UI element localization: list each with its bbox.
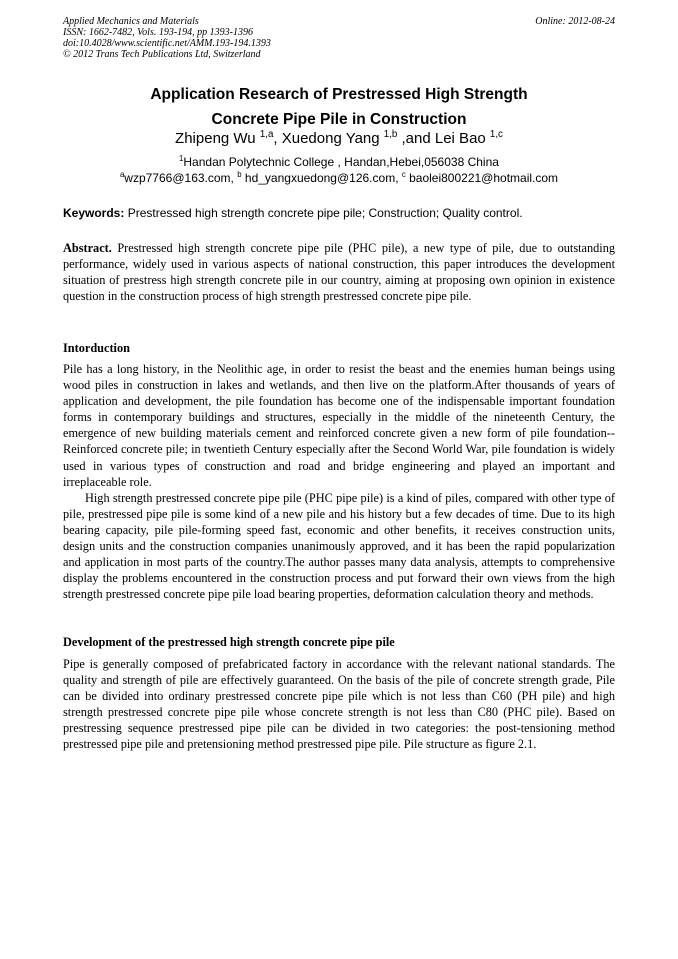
author-name: Zhipeng Wu (175, 130, 256, 147)
author-name: Lei Bao (434, 130, 486, 147)
body-paragraph: High strength prestressed concrete pipe pile (PHC pipe pile) is a kind of piles, compared with other type of pile, prestressed pipe pile is some kind of a new pile and his history but a few decades of time. Due to its high bearing capacity, pile pile-forming speed fast, economic and other benefits, it receives construction units, design units and the construction companies unanimously approved, and it has been the rapid popularization and application in most parts of the country.The author passes many data analysis, attempts to comprehensive display the problems encountered in the construction process and put forward their own views from the high strength prestressed concrete pipe pile load bearing properties, deformation calculation theory and methods. (63, 490, 615, 602)
body-paragraph: Pile has a long history, in the Neolithic age, in order to resist the beast and the enemies human beings using wood piles in construction in lakes and wetlands, and then live on the platform.After thousands of years of application and development, the pile foundation has become one of the indispensable important foundation forms in contemporary buildings and structures, especially in the middle of the nineteenth Century, the emergence of new building materials cement and reinforced concrete given a new form of pile foundation-- Reinforced concrete pile; in twentieth Century especially after the Second World War, pile foundation is widely used in various types of construction and road and bridge engineering and played an important and irreplaceable role. (63, 362, 615, 489)
title-line-2: Concrete Pipe Pile in Construction (211, 111, 467, 128)
author-affiliation-mark: 1,b (383, 129, 398, 140)
email-line (63, 170, 615, 186)
email-mark: b (237, 170, 242, 179)
keywords-line (63, 206, 615, 221)
journal-name: Applied Mechanics and Materials (63, 16, 199, 27)
abstract-text: Prestressed high strength concrete pipe pile (PHC pile), a new type of pile, due to outstanding performance, widely used in various aspects of national construction, this paper introduces the development situation of prestress high strength concrete pile in our country, aiming at proposing own opinion in existence question in the construction process of high strength prestressed concrete pipe pile. (63, 241, 615, 304)
copyright-line: © 2012 Trans Tech Publications Ltd, Switzerland (63, 49, 261, 60)
development-body (63, 656, 615, 753)
doi-line: doi:10.4028/www.scientific.net/AMM.193-194.1393 (63, 38, 271, 49)
author-separator: , (273, 130, 282, 147)
running-header (63, 16, 615, 60)
keywords-text: Prestressed high strength concrete pipe pile; Construction; Quality control. (124, 206, 523, 220)
body-paragraph: Pipe is generally composed of prefabricated factory in accordance with the relevant national standards. The quality and strength of pile are effectively guaranteed. On the basis of the pile of concrete strength grade, Pile can be divided into ordinary prestressed concrete pipe pile which is not less than C60 (PH pile) and high strength prestressed concrete pipe pile whose concrete strength is not less than C80 (PHC pile). Based on prestressing sequence prestressed pipe pile can be divided in two categories: the post-tensioning method prestressed pipe pile and pretensioning method prestressed pipe pile. Pile structure as figure 2.1. (63, 657, 615, 752)
abstract-paragraph (63, 240, 615, 304)
affiliation-line (63, 154, 615, 170)
email-address: hd_yangxuedong@126.com, (241, 171, 402, 185)
affiliation-block (63, 154, 615, 186)
email-address: wzp7766@163.com, (124, 171, 238, 185)
paper-title (63, 82, 615, 132)
author-affiliation-mark: 1,c (489, 129, 503, 140)
author-affiliation-mark: 1,a (259, 129, 274, 140)
section-heading-introduction: Intorduction (63, 341, 130, 355)
author-separator: ,and (397, 130, 435, 147)
issn-line: ISSN: 1662-7482, Vols. 193-194, pp 1393-1396 (63, 27, 253, 38)
affiliation-mark: 1 (179, 154, 184, 163)
abstract-label: Abstract. (63, 241, 112, 255)
email-address: baolei800221@hotmail.com (405, 171, 559, 185)
online-date: Online: 2012-08-24 (535, 16, 615, 27)
title-line-1: Application Research of Prestressed High Strength (150, 86, 528, 103)
section-heading-development: Development of the prestressed high strength concrete pipe pile (63, 635, 395, 649)
author-name: Xuedong Yang (281, 130, 380, 147)
email-mark: a (119, 170, 125, 179)
introduction-body (63, 361, 615, 602)
keywords-label: Keywords: (63, 206, 125, 220)
abstract (63, 240, 615, 304)
affiliation-text: Handan Polytechnic College , Handan,Hebei,056038 China (183, 155, 499, 169)
author-list (63, 129, 615, 149)
email-mark: c (401, 170, 406, 179)
